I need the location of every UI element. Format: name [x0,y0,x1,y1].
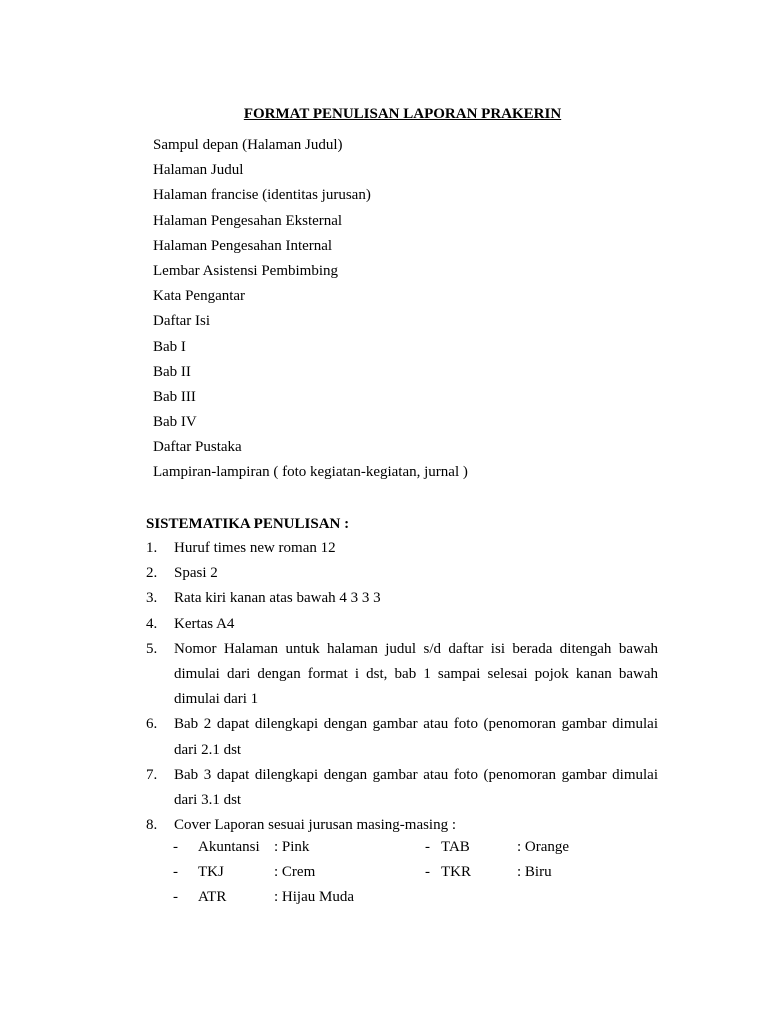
cover-row [173,885,613,910]
rule-item [146,763,658,813]
rule-item [146,712,658,762]
rule-text: Kertas A4 [174,615,235,632]
toc-item: Bab III [153,388,196,405]
rule-text: Bab 3 dapat dilengkapi dengan gambar atau foto (penomoran gambar dimulai dari 3.1 dst [174,766,658,809]
toc-item: Bab IV [153,414,197,431]
rule-number: 5. [146,640,158,657]
rule-number: 8. [146,817,158,834]
cover-department: TAB [441,839,470,855]
rule-item [146,561,658,586]
cover-color: : Orange [517,839,570,855]
rule-text: Spasi 2 [174,565,218,582]
rule-text: Rata kiri kanan atas bawah 4 3 3 3 [174,590,381,607]
cover-row [173,860,613,885]
rule-text: Bab 2 dapat dilengkapi dengan gambar atau foto (penomoran gambar dimulai dari 2.1 dst [174,716,658,758]
rule-item [146,586,658,611]
rules-list [146,536,658,838]
rule-item [146,612,658,637]
cover-bullet: - [173,864,178,881]
rule-number: 2. [146,565,158,582]
cover-department: TKJ [198,864,224,881]
toc-item: Halaman Pengesahan Eksternal [153,212,343,229]
rule-item [146,536,658,561]
cover-department: ATR [198,889,227,906]
toc-item: Halaman Judul [153,162,244,179]
document-title: FORMAT PENULISAN LAPORAN PRAKERIN [243,106,562,122]
rule-item [146,637,658,713]
toc-item: Halaman Pengesahan Internal [153,237,333,254]
cover-department: TKR [441,864,471,881]
rule-number: 1. [146,540,158,556]
cover-color: : Crem [274,864,316,881]
rule-number: 3. [146,590,158,607]
cover-bullet: - [173,889,178,906]
cover-bullet: - [425,864,430,881]
cover-department: Akuntansi [198,839,260,855]
toc-item: Daftar Isi [153,313,211,330]
toc-item: Sampul depan (Halaman Judul) [153,137,343,153]
toc-item: Kata Pengantar [153,288,246,305]
section-heading: SISTEMATIKA PENULISAN : [146,516,350,532]
cover-bullet: - [173,839,178,855]
toc-item: Halaman francise (identitas jurusan) [153,187,371,204]
cover-row [173,835,613,860]
cover-color: : Hijau Muda [274,889,354,906]
rule-number: 6. [146,716,158,733]
rule-number: 4. [146,615,158,632]
toc-item: Lampiran-lampiran ( foto kegiatan-kegiatan, jurnal ) [153,464,468,481]
toc-item: Bab I [153,338,186,355]
cover-color-table [173,835,613,911]
toc-item: Bab II [153,363,191,380]
toc-list [153,135,468,488]
cover-bullet: - [425,839,430,855]
rule-text: Nomor Halaman untuk halaman judul s/d daftar isi berada ditengah bawah dimulai dari dengan format i dst, bab 1 sampai selesai pojok kanan bawah dimulai dari 1 [174,640,658,708]
rule-number: 7. [146,766,158,783]
cover-color: : Biru [517,864,552,881]
toc-item: Daftar Pustaka [153,439,242,456]
rule-text: Huruf times new roman 12 [174,540,336,556]
toc-item: Lembar Asistensi Pembimbing [153,262,338,279]
rule-text: Cover Laporan sesuai jurusan masing-masing : [174,817,457,834]
cover-color: : Pink [274,839,310,855]
